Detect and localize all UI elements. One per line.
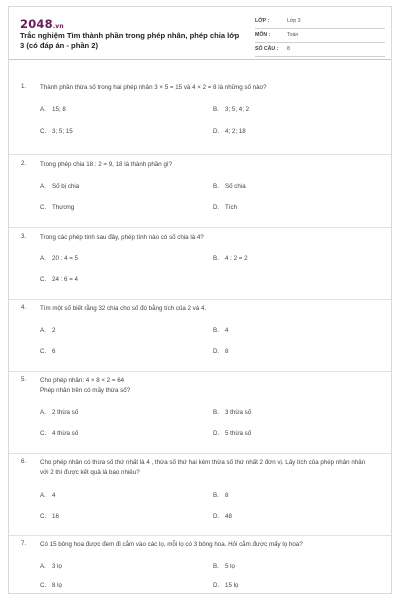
- option-a[interactable]: A. 4: [40, 492, 56, 499]
- option-a[interactable]: A. 20 : 4 = 5: [40, 255, 78, 262]
- option-d[interactable]: D. 5 thừa số: [213, 430, 252, 437]
- option-b[interactable]: B. 3 thừa số: [213, 409, 252, 416]
- option-c[interactable]: C. 3; 5; 15: [40, 128, 73, 135]
- meta-count: [255, 45, 385, 57]
- option-d[interactable]: D. 15 lọ: [213, 582, 239, 589]
- question-number: 4.: [21, 304, 27, 311]
- meta-subject: [255, 31, 385, 43]
- meta-subject-label: MÔN :: [255, 32, 271, 38]
- site-logo[interactable]: [20, 17, 64, 31]
- question-text: Thành phần thừa số trong hai phép nhân 3 × 5 = 15 và 4 × 2 = 8 là những số nào?: [40, 84, 267, 91]
- question-6: [9, 454, 392, 536]
- option-c[interactable]: C. 24 : 6 = 4: [40, 276, 78, 283]
- question-number: 7.: [21, 540, 27, 547]
- option-b[interactable]: B. 5 lọ: [213, 563, 235, 570]
- question-number: 1.: [21, 83, 27, 90]
- meta-count-value: 8: [287, 46, 290, 52]
- question-text: Cho phép nhân: 4 × 8 × 2 = 64: [40, 377, 125, 384]
- option-b[interactable]: B. 8: [213, 492, 229, 499]
- meta-class-label: LỚP :: [255, 18, 270, 24]
- question-1: [9, 77, 392, 155]
- option-a[interactable]: A. 15; 8: [40, 106, 66, 113]
- option-c[interactable]: C. 4 thừa số: [40, 430, 79, 437]
- question-number: 3.: [21, 233, 27, 240]
- logo-tld: .vn: [52, 23, 64, 30]
- question-2: [9, 155, 392, 228]
- question-number: 6.: [21, 458, 27, 465]
- option-d[interactable]: D. 48: [213, 513, 232, 520]
- quiz-meta: [255, 17, 385, 59]
- option-c[interactable]: C. Thương: [40, 204, 75, 211]
- meta-class: [255, 17, 385, 29]
- option-b[interactable]: B. 3; 5; 4; 2: [213, 106, 250, 113]
- meta-class-value: Lớp 3: [287, 18, 301, 24]
- option-c[interactable]: C. 16: [40, 513, 59, 520]
- question-text: Cho phép nhân có thừa số thứ nhất là 4 , thừa số thứ hai kém thừa số thứ nhất 2 đơn vị. Lấy tích của phép nhân nhân với 2 thì được kết quả là bao nhiêu?: [40, 459, 366, 476]
- option-b[interactable]: B. 4 : 2 = 2: [213, 255, 248, 262]
- option-b[interactable]: B. 4: [213, 327, 229, 334]
- meta-count-label: SỐ CÂU :: [255, 46, 279, 52]
- option-c[interactable]: C. 6: [40, 348, 56, 355]
- question-5: [9, 372, 392, 454]
- question-number: 2.: [21, 160, 27, 167]
- option-d[interactable]: D. Tích: [213, 204, 238, 211]
- quiz-header: [9, 7, 391, 60]
- quiz-title: Trắc nghiệm Tìm thành phần trong phép nhân, phép chia lớp 3 (có đáp án - phần 2): [20, 31, 240, 50]
- question-text: Trong các phép tính sau đây, phép tính nào có số chia là 4?: [40, 234, 204, 241]
- question-3: [9, 228, 392, 300]
- question-number: 5.: [21, 376, 27, 383]
- question-text: Tìm một số biết rằng 32 chia cho số đó bằng tích của 2 và 4.: [40, 305, 207, 312]
- quiz-page: [8, 6, 392, 594]
- option-d[interactable]: D. 8: [213, 348, 229, 355]
- option-c[interactable]: C. 8 lọ: [40, 582, 62, 589]
- option-d[interactable]: D. 4; 2; 18: [213, 128, 246, 135]
- option-a[interactable]: A. 2 thừa số: [40, 409, 79, 416]
- question-subtext: Phép nhân trên có mấy thừa số?: [40, 387, 131, 394]
- option-a[interactable]: A. 2: [40, 327, 56, 334]
- meta-subject-value: Toán: [287, 32, 299, 38]
- question-4: [9, 300, 392, 372]
- option-a[interactable]: A. 3 lọ: [40, 563, 62, 570]
- question-7: [9, 536, 392, 594]
- question-text: Trong phép chia 18 : 2 = 9, 18 là thành phần gì?: [40, 161, 173, 168]
- logo-text: 2048: [20, 17, 53, 31]
- option-b[interactable]: B. Số chia: [213, 183, 246, 190]
- option-a[interactable]: A. Số bị chia: [40, 183, 80, 190]
- question-text: Có 15 bông hoa được đem đi cắm vào các lọ, mỗi lọ có 3 bông hoa. Hỏi cắm được mấy lọ hoa?: [40, 541, 303, 548]
